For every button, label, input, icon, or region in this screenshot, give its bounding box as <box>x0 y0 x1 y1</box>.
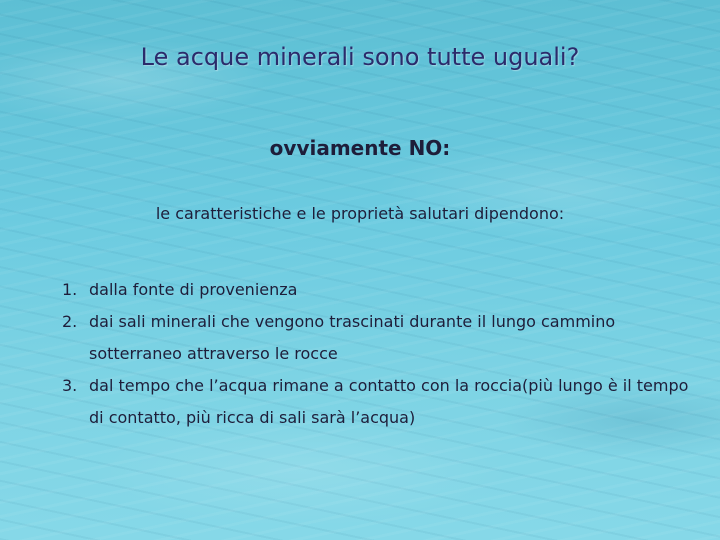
slide-title: Le acque minerali sono tutte uguali? <box>140 43 580 71</box>
numbered-list <box>62 274 702 434</box>
list-item-text: dal tempo che l’acqua rimane a contatto con la roccia(più lungo è il tempo di contatto, più ricca di sali sarà l’acqua) <box>89 376 689 427</box>
list-item-number: 3. <box>62 376 78 395</box>
list-item-number: 1. <box>62 280 78 299</box>
list-item <box>62 306 702 370</box>
list-item-number: 2. <box>62 312 78 331</box>
list-item-text: dalla fonte di provenienza <box>89 280 298 299</box>
list-item <box>62 274 702 306</box>
list-item-text: dai sali minerali che vengono trascinati durante il lungo cammino sotterraneo attraverso le rocce <box>89 312 616 363</box>
slide-subtitle: ovviamente NO: <box>269 136 451 160</box>
intro-text: le caratteristiche e le proprietà salutari dipendono: <box>155 204 565 223</box>
list-item <box>62 370 702 434</box>
